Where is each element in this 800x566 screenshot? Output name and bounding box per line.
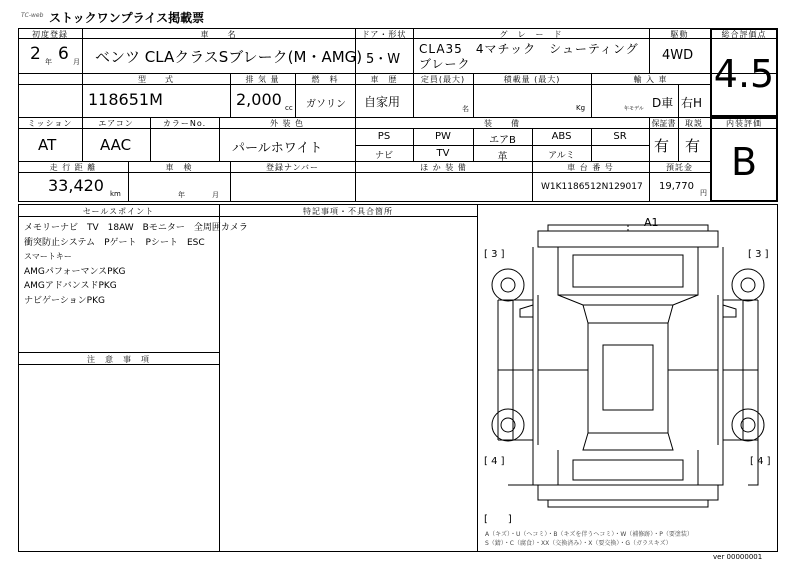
displacement-unit: cc bbox=[285, 104, 293, 112]
mileage-unit: km bbox=[110, 190, 121, 198]
doors-shape: 5・W bbox=[366, 52, 401, 67]
label-car-name: 車 名 bbox=[200, 30, 237, 39]
label-load: 積載量 (最大) bbox=[503, 75, 561, 84]
equip-alloy: アルミ bbox=[548, 151, 575, 161]
grade-line1: CLA35 4マチック シューティング bbox=[419, 42, 639, 56]
label-model: 型 式 bbox=[138, 75, 174, 84]
equip-navi: ナビ bbox=[374, 151, 393, 161]
warranty-value: 有 bbox=[654, 137, 670, 155]
exterior-color: パールホワイト bbox=[232, 141, 323, 156]
label-capacity: 定員(最大) bbox=[420, 75, 466, 84]
fuel: ガソリン bbox=[306, 99, 346, 110]
label-other-equipment: ほ か 装 備 bbox=[420, 163, 467, 172]
handle-side: 右H bbox=[681, 96, 703, 110]
label-displacement: 排 気 量 bbox=[245, 75, 280, 84]
label-fuel: 燃 料 bbox=[311, 75, 339, 84]
label-interior: 内装評価 bbox=[726, 119, 762, 128]
label-warranty: 保証書 bbox=[651, 119, 676, 128]
equip-abs: ABS bbox=[551, 131, 572, 142]
label-plate: 登録ナンバー bbox=[265, 163, 320, 172]
label-doors-shape: ドア・形状 bbox=[361, 30, 407, 39]
label-mileage: 走 行 距 離 bbox=[49, 163, 97, 172]
equip-sr: SR bbox=[613, 131, 627, 142]
overall-score: 4.5 bbox=[713, 52, 775, 96]
mark-front-left: [ 3 ] bbox=[484, 249, 505, 260]
manual-value: 有 bbox=[685, 137, 701, 155]
list-item: AMGアドバンスドPKG bbox=[24, 281, 117, 291]
label-history: 車 歴 bbox=[370, 75, 398, 84]
label-aircon: エアコン bbox=[98, 119, 134, 128]
list-item: ナビゲーションPKG bbox=[24, 295, 105, 306]
logo: TC-web bbox=[21, 12, 44, 19]
mileage: 33,420 bbox=[48, 176, 104, 195]
equip-ps: PS bbox=[377, 131, 391, 142]
mark-front-right: [ 3 ] bbox=[748, 249, 769, 260]
label-manual: 取説 bbox=[685, 119, 703, 128]
list-item: スマートキー bbox=[24, 252, 72, 261]
first-reg-year: 2 bbox=[30, 44, 41, 64]
cautions-title: 注 意 事 項 bbox=[87, 355, 150, 364]
deposit-unit: 円 bbox=[700, 189, 707, 197]
displacement: 2,000 bbox=[236, 90, 282, 109]
equip-pw: PW bbox=[435, 131, 451, 142]
damage-diagram bbox=[478, 205, 777, 551]
label-exterior-color: 外 装 色 bbox=[269, 119, 305, 128]
label-mission: ミッション bbox=[27, 119, 73, 128]
sales-points-list bbox=[24, 221, 248, 308]
import-dealer: D車 bbox=[652, 96, 674, 110]
label-inspection: 車 検 bbox=[165, 163, 193, 172]
list-item: メモリーナビ TV 18AW Bモニター 全周囲カメラ bbox=[24, 223, 248, 233]
first-reg-month: 6 bbox=[58, 44, 69, 64]
inspection-month-unit: 月 bbox=[212, 191, 219, 199]
equip-leather: 革 bbox=[497, 152, 508, 163]
model-year-unit: 年モデル bbox=[624, 106, 644, 112]
inspection-year-unit: 年 bbox=[178, 191, 185, 199]
aircon: AAC bbox=[100, 136, 132, 154]
legend-line2: S（錆）・C（腐食）・XX（交換済み）・X（要交換）・G（ガラスキズ） bbox=[485, 540, 672, 547]
first-reg-year-unit: 年 bbox=[45, 58, 52, 66]
car-outline-icon bbox=[478, 205, 777, 551]
grade-line2: ブレーク bbox=[419, 57, 471, 71]
label-price: 預託金 bbox=[666, 163, 693, 172]
label-import: 輸 入 車 bbox=[633, 75, 668, 84]
deposit-price: 19,770 bbox=[659, 181, 694, 192]
legend-line1: A（キズ）・U（ヘコミ）・B（キズを伴うヘコミ）・W（補修跡）・P（要塗装） bbox=[485, 531, 693, 538]
label-drive: 駆動 bbox=[670, 30, 689, 39]
interior-score: B bbox=[730, 140, 758, 184]
equip-airbag: エアB bbox=[489, 135, 516, 146]
mark-spare: [ ] bbox=[484, 514, 512, 525]
mark-front: A1 bbox=[644, 216, 659, 229]
load-unit: Kg bbox=[576, 104, 586, 112]
special-notes-title: 特記事項・不具合箇所 bbox=[303, 207, 393, 216]
label-chassis: 車 台 番 号 bbox=[567, 163, 614, 172]
document-title: ストックワンプライス掲載票 bbox=[49, 11, 205, 25]
label-grade: グ レ ー ド bbox=[499, 30, 563, 39]
car-name: ベンツ CLAクラスSブレーク(M・AMG) bbox=[95, 48, 363, 66]
list-item: 衝突防止システム Pゲート Pシート ESC bbox=[24, 237, 205, 248]
drive: 4WD bbox=[662, 48, 694, 63]
version-label: ver 00000001 bbox=[713, 553, 763, 561]
history: 自家用 bbox=[364, 95, 401, 109]
label-first-reg: 初度登録 bbox=[32, 30, 68, 39]
label-equipment: 装 備 bbox=[484, 119, 520, 128]
equip-tv: TV bbox=[436, 148, 450, 159]
chassis-number: W1K1186512N129017 bbox=[541, 182, 643, 192]
mark-rear-right: [ 4 ] bbox=[750, 456, 771, 467]
mark-rear-left: [ 4 ] bbox=[484, 456, 505, 467]
model-code: 118651M bbox=[88, 90, 163, 109]
capacity-unit: 名 bbox=[462, 105, 469, 113]
first-reg-month-unit: 月 bbox=[73, 58, 80, 66]
list-item: AMGパフォーマンスPKG bbox=[24, 266, 126, 277]
label-overall: 総合評価点 bbox=[721, 30, 767, 39]
label-color-no: カラーNo. bbox=[162, 119, 207, 128]
sales-points-title: セールスポイント bbox=[82, 207, 155, 216]
mission: AT bbox=[38, 136, 57, 154]
